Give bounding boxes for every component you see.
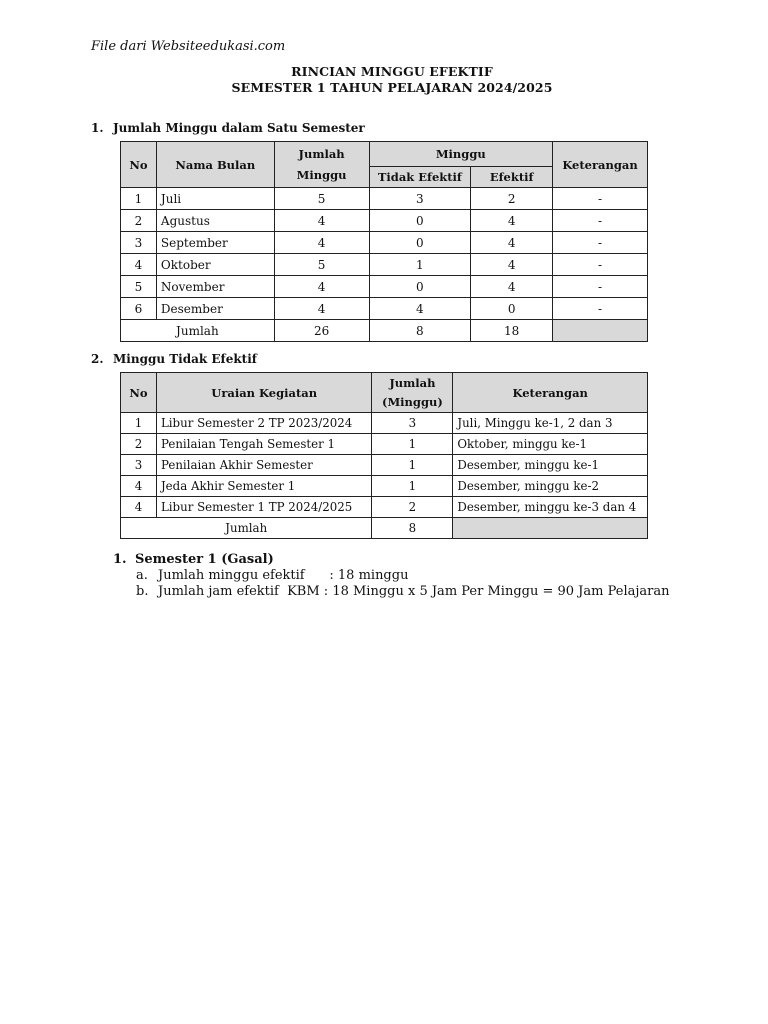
- cell-tidak-efektif: 0: [369, 210, 471, 232]
- section2-title: Minggu Tidak Efektif: [113, 352, 257, 366]
- cell-jumlah-minggu: 4: [274, 232, 369, 254]
- summary-item-text: Jumlah minggu efektif : 18 minggu: [158, 568, 409, 583]
- cell-jumlah-minggu: 4: [274, 276, 369, 298]
- summary-item-label: a.: [136, 568, 148, 583]
- non-effective-weeks-table: [120, 372, 648, 539]
- cell-keterangan: Desember, minggu ke-2: [453, 476, 648, 497]
- section2-number: 2.: [91, 352, 104, 366]
- table-row: [121, 476, 648, 497]
- cell-no: 3: [121, 232, 157, 254]
- cell-uraian: Penilaian Tengah Semester 1: [156, 434, 372, 455]
- cell-jumlah: 1: [372, 434, 453, 455]
- total-tidak-efektif: 8: [369, 320, 471, 342]
- cell-no: 4: [121, 254, 157, 276]
- total-jumlah: 8: [372, 518, 453, 539]
- cell-efektif: 4: [471, 210, 553, 232]
- cell-keterangan: -: [553, 232, 648, 254]
- cell-no: 1: [121, 188, 157, 210]
- col-header-keterangan: Keterangan: [553, 142, 648, 188]
- cell-efektif: 4: [471, 254, 553, 276]
- cell-keterangan: Desember, minggu ke-3 dan 4: [453, 497, 648, 518]
- section2-heading: [91, 352, 257, 366]
- cell-no: 2: [121, 434, 157, 455]
- cell-efektif: 4: [471, 232, 553, 254]
- table-row: [121, 298, 648, 320]
- cell-jumlah: 3: [372, 413, 453, 434]
- cell-jumlah: 2: [372, 497, 453, 518]
- cell-no: 2: [121, 210, 157, 232]
- cell-uraian: Penilaian Akhir Semester: [156, 455, 372, 476]
- cell-no: 4: [121, 497, 157, 518]
- document-title-line2: SEMESTER 1 TAHUN PELAJARAN 2024/2025: [231, 80, 553, 95]
- summary-item-a: [113, 568, 669, 583]
- table-row: [121, 210, 648, 232]
- cell-keterangan: -: [553, 210, 648, 232]
- cell-tidak-efektif: 1: [369, 254, 471, 276]
- cell-keterangan: -: [553, 188, 648, 210]
- cell-jumlah-minggu: 5: [274, 254, 369, 276]
- section1-title: Jumlah Minggu dalam Satu Semester: [113, 121, 365, 135]
- cell-efektif: 0: [471, 298, 553, 320]
- weeks-per-month-table: [120, 141, 648, 342]
- total-label: Jumlah: [121, 518, 372, 539]
- table-row: [121, 455, 648, 476]
- section1-heading: [91, 121, 365, 135]
- cell-nama-bulan: Desember: [156, 298, 274, 320]
- table-row: [121, 497, 648, 518]
- table-row: [121, 232, 648, 254]
- cell-uraian: Libur Semester 2 TP 2023/2024: [156, 413, 372, 434]
- col-header-nama-bulan: Nama Bulan: [156, 142, 274, 188]
- cell-uraian: Jeda Akhir Semester 1: [156, 476, 372, 497]
- summary-heading: [113, 552, 669, 567]
- cell-nama-bulan: Agustus: [156, 210, 274, 232]
- cell-nama-bulan: September: [156, 232, 274, 254]
- col-header-efektif: Efektif: [471, 167, 553, 188]
- total-keterangan-shaded: [453, 518, 648, 539]
- col-header-keterangan: Keterangan: [453, 373, 648, 413]
- cell-nama-bulan: November: [156, 276, 274, 298]
- cell-jumlah-minggu: 5: [274, 188, 369, 210]
- summary-title: Semester 1 (Gasal): [135, 552, 274, 567]
- cell-tidak-efektif: 0: [369, 276, 471, 298]
- summary-number: 1.: [113, 552, 127, 567]
- cell-keterangan: -: [553, 276, 648, 298]
- cell-jumlah: 1: [372, 455, 453, 476]
- table-row: [121, 413, 648, 434]
- cell-no: 5: [121, 276, 157, 298]
- col-header-jumlah-minggu: [274, 142, 369, 188]
- cell-no: 1: [121, 413, 157, 434]
- cell-keterangan: Oktober, minggu ke-1: [453, 434, 648, 455]
- summary-item-text: Jumlah jam efektif KBM : 18 Minggu x 5 Jam Per Minggu = 90 Jam Pelajaran: [158, 584, 670, 599]
- document-title-line1: RINCIAN MINGGU EFEKTIF: [291, 64, 493, 79]
- cell-jumlah-minggu: 4: [274, 210, 369, 232]
- table-row: [121, 434, 648, 455]
- header-note: File dari Websiteedukasi.com: [91, 39, 286, 54]
- cell-no: 4: [121, 476, 157, 497]
- col-header-no: No: [121, 142, 157, 188]
- total-keterangan-shaded: [553, 320, 648, 342]
- cell-keterangan: -: [553, 254, 648, 276]
- table-total-row: [121, 518, 648, 539]
- table-row: [121, 254, 648, 276]
- cell-nama-bulan: Juli: [156, 188, 274, 210]
- cell-jumlah-minggu: 4: [274, 298, 369, 320]
- col-header-jumlah-line2: (Minggu): [382, 394, 443, 409]
- cell-efektif: 2: [471, 188, 553, 210]
- section1-number: 1.: [91, 121, 104, 135]
- total-efektif: 18: [471, 320, 553, 342]
- semester-summary: [113, 552, 669, 599]
- cell-no: 6: [121, 298, 157, 320]
- cell-jumlah: 1: [372, 476, 453, 497]
- cell-efektif: 4: [471, 276, 553, 298]
- total-jumlah: 26: [274, 320, 369, 342]
- summary-item-b: [113, 584, 669, 599]
- cell-keterangan: Desember, minggu ke-1: [453, 455, 648, 476]
- col-header-jumlah-line1: Jumlah: [298, 146, 345, 161]
- cell-nama-bulan: Oktober: [156, 254, 274, 276]
- cell-no: 3: [121, 455, 157, 476]
- col-header-uraian: Uraian Kegiatan: [156, 373, 372, 413]
- cell-uraian: Libur Semester 1 TP 2024/2025: [156, 497, 372, 518]
- cell-keterangan: Juli, Minggu ke-1, 2 dan 3: [453, 413, 648, 434]
- table-row: [121, 188, 648, 210]
- cell-keterangan: -: [553, 298, 648, 320]
- summary-item-label: b.: [136, 584, 149, 599]
- cell-tidak-efektif: 4: [369, 298, 471, 320]
- col-header-jumlah-line2: Minggu: [296, 167, 347, 182]
- col-header-minggu: Minggu: [369, 142, 553, 167]
- col-header-no: No: [121, 373, 157, 413]
- table-total-row: [121, 320, 648, 342]
- table-row: [121, 276, 648, 298]
- col-header-jumlah: [372, 373, 453, 413]
- col-header-jumlah-line1: Jumlah: [389, 375, 436, 390]
- cell-tidak-efektif: 0: [369, 232, 471, 254]
- total-label: Jumlah: [121, 320, 275, 342]
- col-header-tidak-efektif: Tidak Efektif: [369, 167, 471, 188]
- cell-tidak-efektif: 3: [369, 188, 471, 210]
